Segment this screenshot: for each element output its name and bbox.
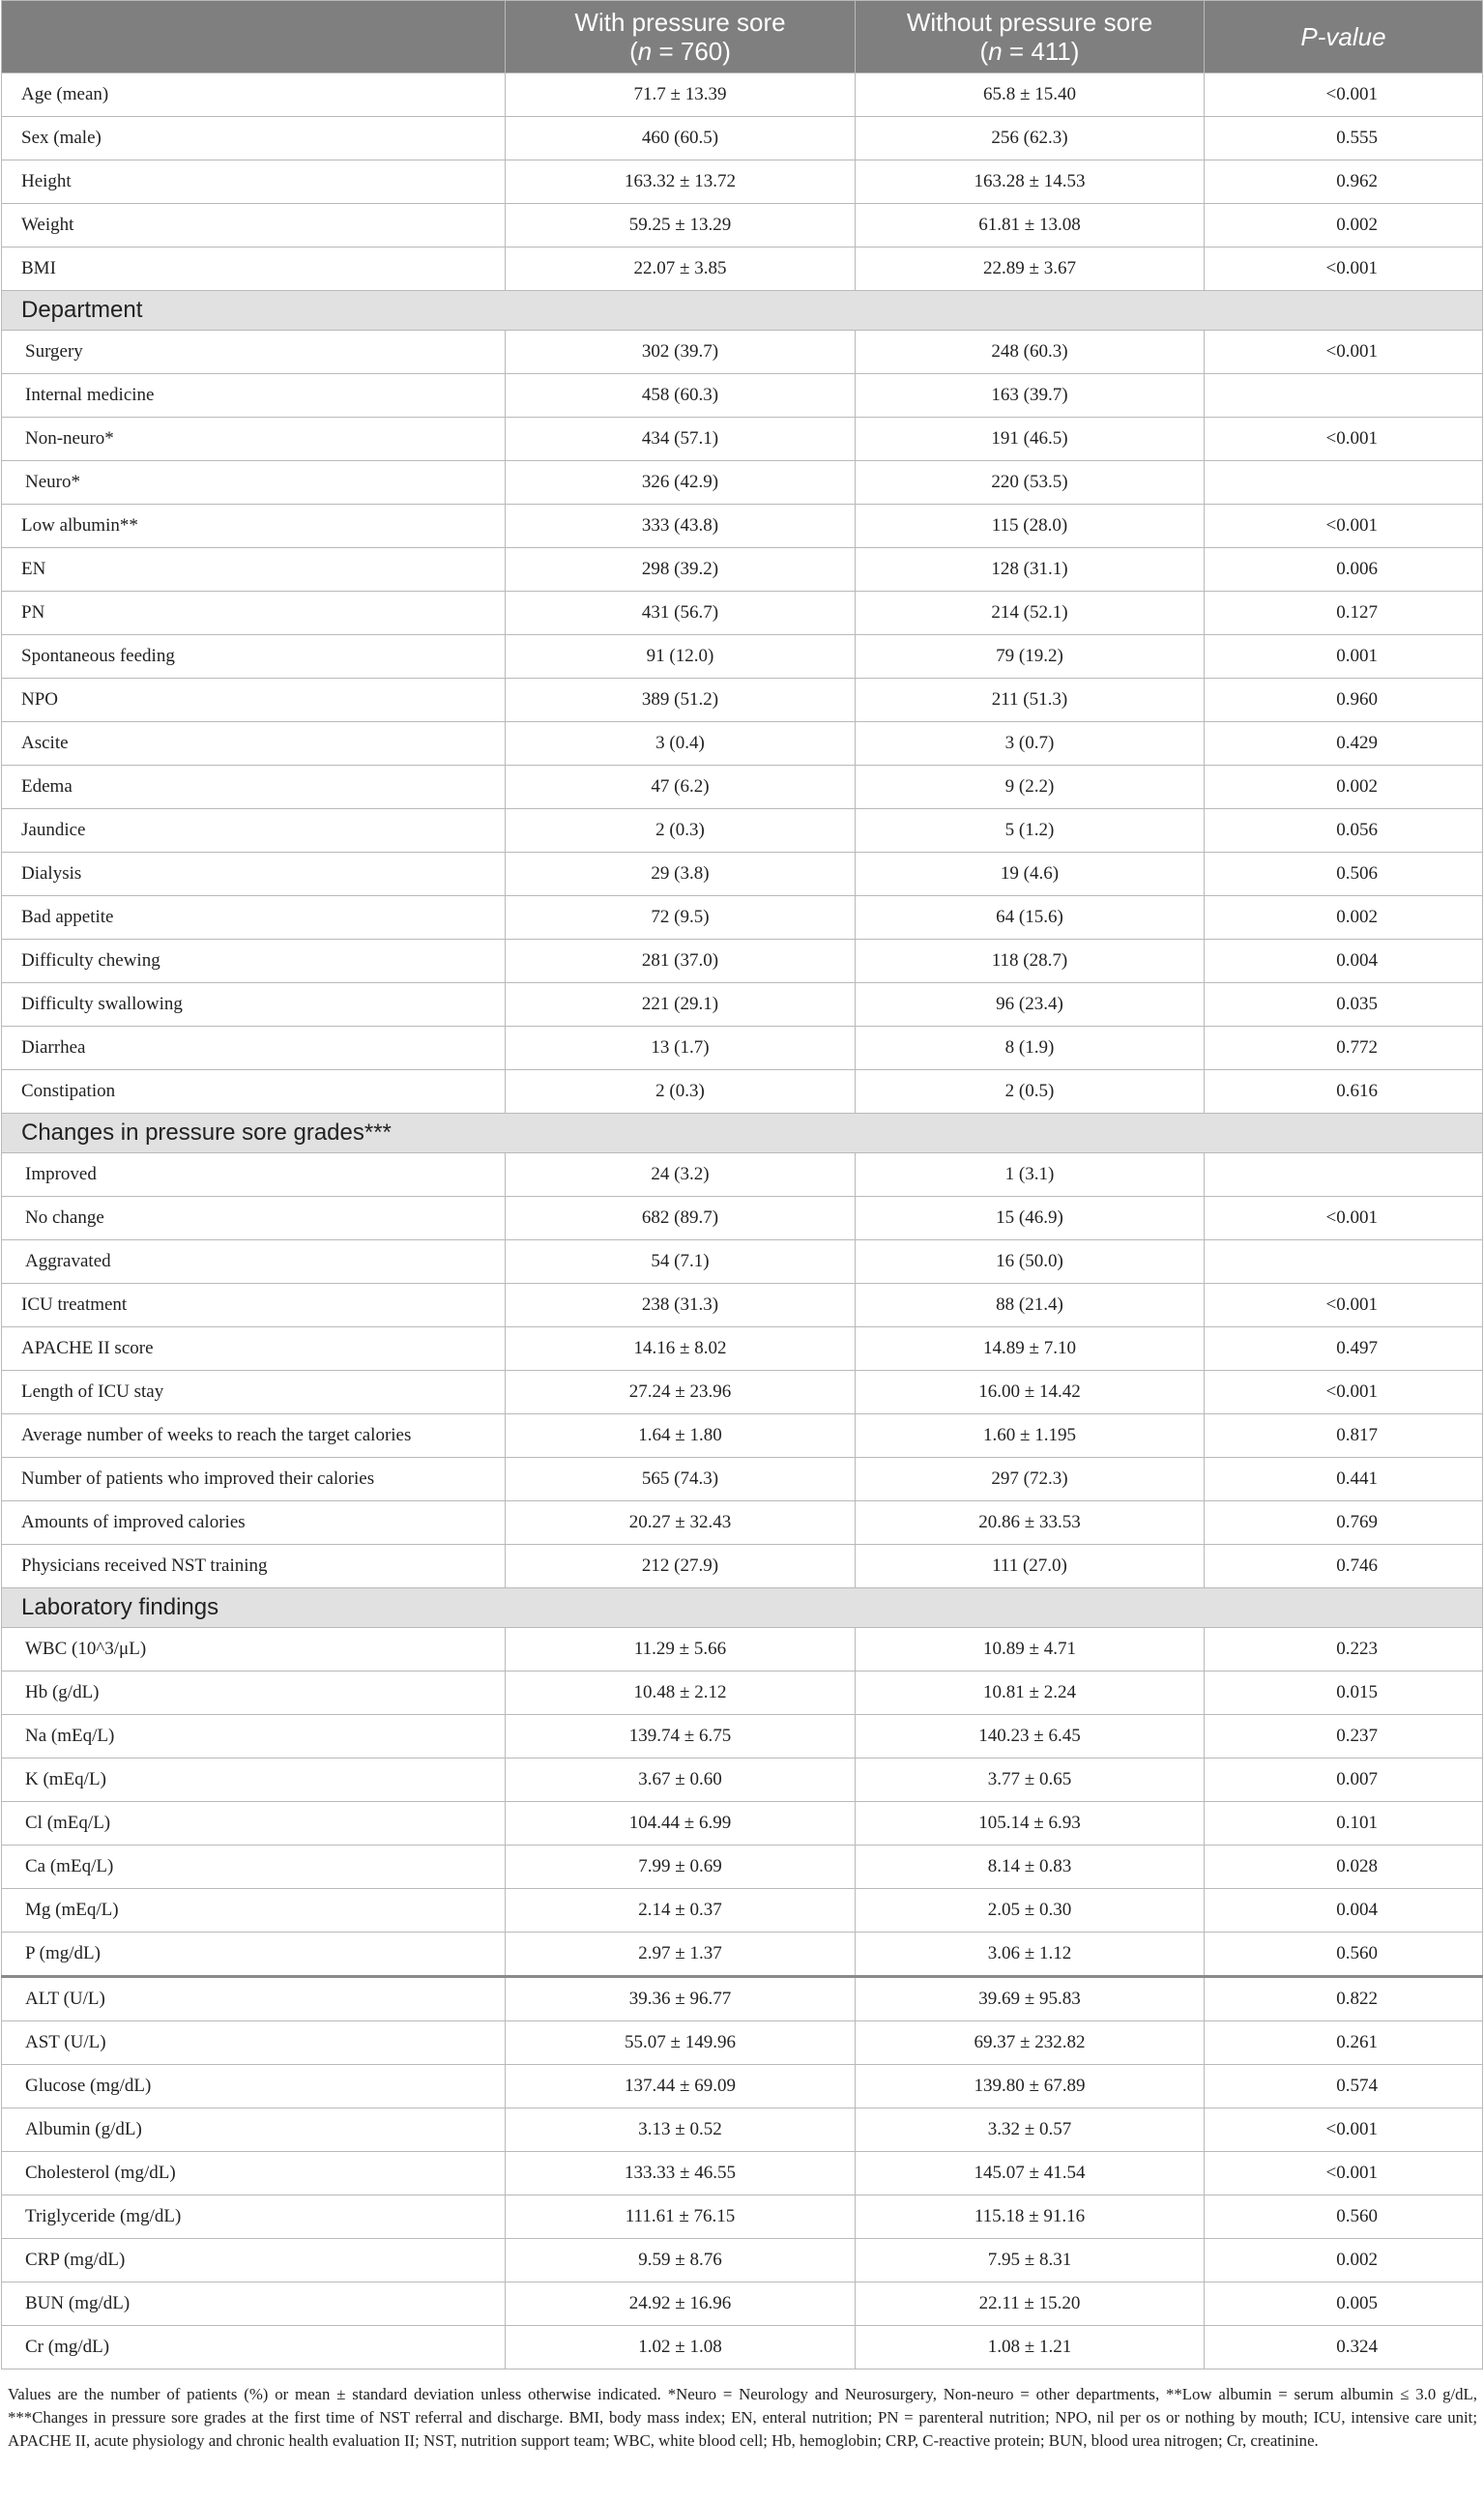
table-row bbox=[2, 2195, 1483, 2239]
value-without-pressure-sore: 191 (46.5) bbox=[856, 418, 1205, 461]
header-blank-cell bbox=[2, 1, 506, 73]
value-without-pressure-sore: 118 (28.7) bbox=[856, 940, 1205, 983]
table-row bbox=[2, 1545, 1483, 1588]
table-row bbox=[2, 2152, 1483, 2195]
header-p-value: P-value bbox=[1205, 1, 1483, 73]
value-without-pressure-sore: 1.08 ± 1.21 bbox=[856, 2326, 1205, 2369]
table-row bbox=[2, 1846, 1483, 1889]
table-row bbox=[2, 1889, 1483, 1933]
p-value bbox=[1205, 1153, 1483, 1197]
value-without-pressure-sore: 8 (1.9) bbox=[856, 1027, 1205, 1070]
value-with-pressure-sore: 27.24 ± 23.96 bbox=[506, 1371, 856, 1414]
table-row bbox=[2, 940, 1483, 983]
p-value: <0.001 bbox=[1205, 505, 1483, 548]
table-row bbox=[2, 853, 1483, 896]
value-without-pressure-sore: 105.14 ± 6.93 bbox=[856, 1802, 1205, 1846]
table-row bbox=[2, 1327, 1483, 1371]
value-with-pressure-sore: 111.61 ± 76.15 bbox=[506, 2195, 856, 2239]
row-label: Age (mean) bbox=[2, 73, 506, 117]
p-value: 0.004 bbox=[1205, 940, 1483, 983]
p-value: 0.429 bbox=[1205, 722, 1483, 766]
table-row bbox=[2, 2108, 1483, 2152]
table-row bbox=[2, 548, 1483, 592]
header-without-pressure-sore bbox=[856, 1, 1205, 73]
value-without-pressure-sore: 8.14 ± 0.83 bbox=[856, 1846, 1205, 1889]
table-row bbox=[2, 1153, 1483, 1197]
value-without-pressure-sore: 22.11 ± 15.20 bbox=[856, 2282, 1205, 2326]
table-row bbox=[2, 2326, 1483, 2369]
value-without-pressure-sore: 79 (19.2) bbox=[856, 635, 1205, 679]
p-value: 0.555 bbox=[1205, 117, 1483, 160]
row-label: Non-neuro* bbox=[2, 418, 506, 461]
value-with-pressure-sore: 13 (1.7) bbox=[506, 1027, 856, 1070]
value-without-pressure-sore: 256 (62.3) bbox=[856, 117, 1205, 160]
p-value: 0.560 bbox=[1205, 1933, 1483, 1977]
row-label: Difficulty swallowing bbox=[2, 983, 506, 1027]
table-row bbox=[2, 73, 1483, 117]
p-value: 0.002 bbox=[1205, 896, 1483, 940]
p-value: 0.506 bbox=[1205, 853, 1483, 896]
table-row bbox=[2, 1458, 1483, 1501]
row-label: Constipation bbox=[2, 1070, 506, 1114]
row-label: No change bbox=[2, 1197, 506, 1240]
row-label: Spontaneous feeding bbox=[2, 635, 506, 679]
section-header-row bbox=[2, 1114, 1483, 1153]
value-with-pressure-sore: 47 (6.2) bbox=[506, 766, 856, 809]
value-with-pressure-sore: 39.36 ± 96.77 bbox=[506, 1977, 856, 2021]
value-with-pressure-sore: 2.14 ± 0.37 bbox=[506, 1889, 856, 1933]
row-label: Ascite bbox=[2, 722, 506, 766]
row-label: Cr (mg/dL) bbox=[2, 2326, 506, 2369]
value-with-pressure-sore: 326 (42.9) bbox=[506, 461, 856, 505]
p-value: 0.574 bbox=[1205, 2065, 1483, 2108]
value-with-pressure-sore: 212 (27.9) bbox=[506, 1545, 856, 1588]
value-with-pressure-sore: 72 (9.5) bbox=[506, 896, 856, 940]
p-value: <0.001 bbox=[1205, 73, 1483, 117]
row-label: Improved bbox=[2, 1153, 506, 1197]
value-with-pressure-sore: 137.44 ± 69.09 bbox=[506, 2065, 856, 2108]
value-without-pressure-sore: 14.89 ± 7.10 bbox=[856, 1327, 1205, 1371]
row-label: Jaundice bbox=[2, 809, 506, 853]
value-with-pressure-sore: 1.64 ± 1.80 bbox=[506, 1414, 856, 1458]
value-with-pressure-sore: 22.07 ± 3.85 bbox=[506, 247, 856, 291]
value-with-pressure-sore: 238 (31.3) bbox=[506, 1284, 856, 1327]
p-value: <0.001 bbox=[1205, 418, 1483, 461]
table-row bbox=[2, 635, 1483, 679]
p-value: 0.324 bbox=[1205, 2326, 1483, 2369]
value-without-pressure-sore: 3 (0.7) bbox=[856, 722, 1205, 766]
p-value: 0.127 bbox=[1205, 592, 1483, 635]
row-label: Aggravated bbox=[2, 1240, 506, 1284]
value-with-pressure-sore: 59.25 ± 13.29 bbox=[506, 204, 856, 247]
table-row bbox=[2, 1933, 1483, 1977]
p-value: 0.960 bbox=[1205, 679, 1483, 722]
row-label: Triglyceride (mg/dL) bbox=[2, 2195, 506, 2239]
value-with-pressure-sore: 2 (0.3) bbox=[506, 809, 856, 853]
row-label: Hb (g/dL) bbox=[2, 1672, 506, 1715]
table-row bbox=[2, 117, 1483, 160]
row-label: ALT (U/L) bbox=[2, 1977, 506, 2021]
value-without-pressure-sore: 115.18 ± 91.16 bbox=[856, 2195, 1205, 2239]
table-row bbox=[2, 2239, 1483, 2282]
table-row bbox=[2, 1715, 1483, 1759]
row-label: WBC (10^3/μL) bbox=[2, 1628, 506, 1672]
value-with-pressure-sore: 14.16 ± 8.02 bbox=[506, 1327, 856, 1371]
table-row bbox=[2, 461, 1483, 505]
value-with-pressure-sore: 2 (0.3) bbox=[506, 1070, 856, 1114]
section-header-row bbox=[2, 1588, 1483, 1628]
value-with-pressure-sore: 139.74 ± 6.75 bbox=[506, 1715, 856, 1759]
row-label: BMI bbox=[2, 247, 506, 291]
value-without-pressure-sore: 111 (27.0) bbox=[856, 1545, 1205, 1588]
row-label: Low albumin** bbox=[2, 505, 506, 548]
row-label: Albumin (g/dL) bbox=[2, 2108, 506, 2152]
value-without-pressure-sore: 115 (28.0) bbox=[856, 505, 1205, 548]
value-with-pressure-sore: 434 (57.1) bbox=[506, 418, 856, 461]
row-label: Physicians received NST training bbox=[2, 1545, 506, 1588]
table-row bbox=[2, 766, 1483, 809]
value-without-pressure-sore: 3.06 ± 1.12 bbox=[856, 1933, 1205, 1977]
row-label: Bad appetite bbox=[2, 896, 506, 940]
p-value: 0.002 bbox=[1205, 2239, 1483, 2282]
row-label: EN bbox=[2, 548, 506, 592]
value-without-pressure-sore: 22.89 ± 3.67 bbox=[856, 247, 1205, 291]
p-value: <0.001 bbox=[1205, 1284, 1483, 1327]
p-value: 0.616 bbox=[1205, 1070, 1483, 1114]
value-without-pressure-sore: 139.80 ± 67.89 bbox=[856, 2065, 1205, 2108]
value-with-pressure-sore: 458 (60.3) bbox=[506, 374, 856, 418]
p-value bbox=[1205, 374, 1483, 418]
table-body bbox=[2, 73, 1483, 2369]
table-row bbox=[2, 1070, 1483, 1114]
row-label: Height bbox=[2, 160, 506, 204]
table-row bbox=[2, 247, 1483, 291]
value-with-pressure-sore: 11.29 ± 5.66 bbox=[506, 1628, 856, 1672]
data-table bbox=[1, 0, 1483, 2369]
row-label: Neuro* bbox=[2, 461, 506, 505]
p-value: 0.015 bbox=[1205, 1672, 1483, 1715]
table-row bbox=[2, 374, 1483, 418]
row-label: Difficulty chewing bbox=[2, 940, 506, 983]
table-header-row bbox=[2, 1, 1483, 73]
table-row bbox=[2, 1414, 1483, 1458]
row-label: ICU treatment bbox=[2, 1284, 506, 1327]
value-without-pressure-sore: 16.00 ± 14.42 bbox=[856, 1371, 1205, 1414]
value-without-pressure-sore: 140.23 ± 6.45 bbox=[856, 1715, 1205, 1759]
value-with-pressure-sore: 298 (39.2) bbox=[506, 548, 856, 592]
p-value: 0.817 bbox=[1205, 1414, 1483, 1458]
value-without-pressure-sore: 211 (51.3) bbox=[856, 679, 1205, 722]
row-label: Mg (mEq/L) bbox=[2, 1889, 506, 1933]
value-without-pressure-sore: 16 (50.0) bbox=[856, 1240, 1205, 1284]
value-without-pressure-sore: 248 (60.3) bbox=[856, 331, 1205, 374]
value-with-pressure-sore: 91 (12.0) bbox=[506, 635, 856, 679]
p-value: 0.769 bbox=[1205, 1501, 1483, 1545]
row-label: P (mg/dL) bbox=[2, 1933, 506, 1977]
row-label: Sex (male) bbox=[2, 117, 506, 160]
p-value: 0.005 bbox=[1205, 2282, 1483, 2326]
value-without-pressure-sore: 65.8 ± 15.40 bbox=[856, 73, 1205, 117]
row-label: Cholesterol (mg/dL) bbox=[2, 2152, 506, 2195]
value-with-pressure-sore: 20.27 ± 32.43 bbox=[506, 1501, 856, 1545]
table-row bbox=[2, 331, 1483, 374]
p-value: 0.223 bbox=[1205, 1628, 1483, 1672]
p-value: 0.962 bbox=[1205, 160, 1483, 204]
p-value: 0.007 bbox=[1205, 1759, 1483, 1802]
row-label: Cl (mEq/L) bbox=[2, 1802, 506, 1846]
value-with-pressure-sore: 281 (37.0) bbox=[506, 940, 856, 983]
value-without-pressure-sore: 15 (46.9) bbox=[856, 1197, 1205, 1240]
value-without-pressure-sore: 145.07 ± 41.54 bbox=[856, 2152, 1205, 2195]
value-without-pressure-sore: 9 (2.2) bbox=[856, 766, 1205, 809]
row-label: Surgery bbox=[2, 331, 506, 374]
table-row bbox=[2, 1628, 1483, 1672]
value-without-pressure-sore: 20.86 ± 33.53 bbox=[856, 1501, 1205, 1545]
row-label: APACHE II score bbox=[2, 1327, 506, 1371]
p-value: <0.001 bbox=[1205, 247, 1483, 291]
value-without-pressure-sore: 2.05 ± 0.30 bbox=[856, 1889, 1205, 1933]
row-label: Amounts of improved calories bbox=[2, 1501, 506, 1545]
p-value: 0.497 bbox=[1205, 1327, 1483, 1371]
value-without-pressure-sore: 3.77 ± 0.65 bbox=[856, 1759, 1205, 1802]
header-with-pressure-sore bbox=[506, 1, 856, 73]
table-row bbox=[2, 1977, 1483, 2021]
value-with-pressure-sore: 29 (3.8) bbox=[506, 853, 856, 896]
value-without-pressure-sore: 88 (21.4) bbox=[856, 1284, 1205, 1327]
table-row bbox=[2, 204, 1483, 247]
value-with-pressure-sore: 71.7 ± 13.39 bbox=[506, 73, 856, 117]
p-value bbox=[1205, 461, 1483, 505]
value-without-pressure-sore: 128 (31.1) bbox=[856, 548, 1205, 592]
value-without-pressure-sore: 19 (4.6) bbox=[856, 853, 1205, 896]
table-row bbox=[2, 722, 1483, 766]
value-with-pressure-sore: 333 (43.8) bbox=[506, 505, 856, 548]
p-value: 0.441 bbox=[1205, 1458, 1483, 1501]
table-row bbox=[2, 1197, 1483, 1240]
p-value: 0.004 bbox=[1205, 1889, 1483, 1933]
value-with-pressure-sore: 104.44 ± 6.99 bbox=[506, 1802, 856, 1846]
value-with-pressure-sore: 1.02 ± 1.08 bbox=[506, 2326, 856, 2369]
section-title: Department bbox=[2, 291, 1483, 331]
value-without-pressure-sore: 163.28 ± 14.53 bbox=[856, 160, 1205, 204]
table-row bbox=[2, 809, 1483, 853]
row-label: Weight bbox=[2, 204, 506, 247]
value-without-pressure-sore: 2 (0.5) bbox=[856, 1070, 1205, 1114]
table-row bbox=[2, 1284, 1483, 1327]
p-value: 0.772 bbox=[1205, 1027, 1483, 1070]
p-value: 0.822 bbox=[1205, 1977, 1483, 2021]
row-label: AST (U/L) bbox=[2, 2021, 506, 2065]
value-with-pressure-sore: 221 (29.1) bbox=[506, 983, 856, 1027]
value-with-pressure-sore: 54 (7.1) bbox=[506, 1240, 856, 1284]
table-row bbox=[2, 679, 1483, 722]
table-row bbox=[2, 2021, 1483, 2065]
table-row bbox=[2, 592, 1483, 635]
row-label: Dialysis bbox=[2, 853, 506, 896]
table-row bbox=[2, 1759, 1483, 1802]
table-row bbox=[2, 1672, 1483, 1715]
value-with-pressure-sore: 9.59 ± 8.76 bbox=[506, 2239, 856, 2282]
header-without-count: (n = 411) bbox=[979, 37, 1080, 66]
row-label: Na (mEq/L) bbox=[2, 1715, 506, 1759]
table-footnote: Values are the number of patients (%) or mean ± standard deviation unless otherwise indicated. *Neuro = Neurology and Neurosurgery, Non-neuro = other departments, **Low albumin = serum albumin ≤ 3.0 g/dL, ***Changes in pressure sore grades at the first time of NST referral and discharge. BMI, body mass index; EN, enteral nutrition; PN = parenteral nutrition; NPO, nil per os or nothing by mouth; ICU, intensive care unit; APACHE II, acute physiology and chronic health evaluation II; NST, nutrition support team; WBC, white blood cell; Hb, hemoglobin; CRP, C-reactive protein; BUN, blood urea nitrogen; Cr, creatinine. bbox=[8, 2385, 1477, 2450]
value-without-pressure-sore: 69.37 ± 232.82 bbox=[856, 2021, 1205, 2065]
table-row bbox=[2, 1802, 1483, 1846]
table-row bbox=[2, 2282, 1483, 2326]
value-with-pressure-sore: 682 (89.7) bbox=[506, 1197, 856, 1240]
table-row bbox=[2, 418, 1483, 461]
p-value: 0.001 bbox=[1205, 635, 1483, 679]
row-label: CRP (mg/dL) bbox=[2, 2239, 506, 2282]
value-without-pressure-sore: 163 (39.7) bbox=[856, 374, 1205, 418]
p-value: 0.746 bbox=[1205, 1545, 1483, 1588]
p-value: 0.002 bbox=[1205, 766, 1483, 809]
p-value bbox=[1205, 1240, 1483, 1284]
table-row bbox=[2, 1501, 1483, 1545]
table-row bbox=[2, 983, 1483, 1027]
value-without-pressure-sore: 5 (1.2) bbox=[856, 809, 1205, 853]
p-value: 0.006 bbox=[1205, 548, 1483, 592]
row-label: Length of ICU stay bbox=[2, 1371, 506, 1414]
table-row bbox=[2, 160, 1483, 204]
p-value: 0.002 bbox=[1205, 204, 1483, 247]
value-with-pressure-sore: 460 (60.5) bbox=[506, 117, 856, 160]
p-value: 0.261 bbox=[1205, 2021, 1483, 2065]
value-without-pressure-sore: 297 (72.3) bbox=[856, 1458, 1205, 1501]
p-value: 0.035 bbox=[1205, 983, 1483, 1027]
table-row bbox=[2, 896, 1483, 940]
p-value: <0.001 bbox=[1205, 2108, 1483, 2152]
row-label: Average number of weeks to reach the target calories bbox=[2, 1414, 506, 1458]
value-with-pressure-sore: 3 (0.4) bbox=[506, 722, 856, 766]
table-row bbox=[2, 2065, 1483, 2108]
row-label: Internal medicine bbox=[2, 374, 506, 418]
row-label: NPO bbox=[2, 679, 506, 722]
row-label: BUN (mg/dL) bbox=[2, 2282, 506, 2326]
value-with-pressure-sore: 3.13 ± 0.52 bbox=[506, 2108, 856, 2152]
p-value: <0.001 bbox=[1205, 1197, 1483, 1240]
value-with-pressure-sore: 133.33 ± 46.55 bbox=[506, 2152, 856, 2195]
value-without-pressure-sore: 61.81 ± 13.08 bbox=[856, 204, 1205, 247]
value-without-pressure-sore: 1 (3.1) bbox=[856, 1153, 1205, 1197]
header-with-count: (n = 760) bbox=[629, 37, 731, 66]
value-with-pressure-sore: 55.07 ± 149.96 bbox=[506, 2021, 856, 2065]
table-row bbox=[2, 1027, 1483, 1070]
value-without-pressure-sore: 39.69 ± 95.83 bbox=[856, 1977, 1205, 2021]
value-with-pressure-sore: 10.48 ± 2.12 bbox=[506, 1672, 856, 1715]
value-without-pressure-sore: 10.89 ± 4.71 bbox=[856, 1628, 1205, 1672]
value-without-pressure-sore: 220 (53.5) bbox=[856, 461, 1205, 505]
header-without-title: Without pressure sore bbox=[906, 8, 1153, 37]
p-value: 0.056 bbox=[1205, 809, 1483, 853]
value-with-pressure-sore: 389 (51.2) bbox=[506, 679, 856, 722]
row-label: PN bbox=[2, 592, 506, 635]
value-without-pressure-sore: 214 (52.1) bbox=[856, 592, 1205, 635]
p-value: 0.101 bbox=[1205, 1802, 1483, 1846]
value-with-pressure-sore: 565 (74.3) bbox=[506, 1458, 856, 1501]
section-title: Laboratory findings bbox=[2, 1588, 1483, 1628]
p-value: 0.237 bbox=[1205, 1715, 1483, 1759]
row-label: K (mEq/L) bbox=[2, 1759, 506, 1802]
value-with-pressure-sore: 24 (3.2) bbox=[506, 1153, 856, 1197]
value-without-pressure-sore: 96 (23.4) bbox=[856, 983, 1205, 1027]
row-label: Glucose (mg/dL) bbox=[2, 2065, 506, 2108]
value-with-pressure-sore: 431 (56.7) bbox=[506, 592, 856, 635]
value-without-pressure-sore: 7.95 ± 8.31 bbox=[856, 2239, 1205, 2282]
section-title: Changes in pressure sore grades*** bbox=[2, 1114, 1483, 1153]
p-value: <0.001 bbox=[1205, 2152, 1483, 2195]
value-with-pressure-sore: 24.92 ± 16.96 bbox=[506, 2282, 856, 2326]
value-with-pressure-sore: 3.67 ± 0.60 bbox=[506, 1759, 856, 1802]
value-without-pressure-sore: 3.32 ± 0.57 bbox=[856, 2108, 1205, 2152]
value-without-pressure-sore: 10.81 ± 2.24 bbox=[856, 1672, 1205, 1715]
row-label: Ca (mEq/L) bbox=[2, 1846, 506, 1889]
value-with-pressure-sore: 2.97 ± 1.37 bbox=[506, 1933, 856, 1977]
p-value: <0.001 bbox=[1205, 331, 1483, 374]
table-row bbox=[2, 505, 1483, 548]
row-label: Number of patients who improved their calories bbox=[2, 1458, 506, 1501]
value-with-pressure-sore: 163.32 ± 13.72 bbox=[506, 160, 856, 204]
table-row bbox=[2, 1240, 1483, 1284]
header-with-title: With pressure sore bbox=[574, 8, 786, 37]
value-without-pressure-sore: 64 (15.6) bbox=[856, 896, 1205, 940]
table-row bbox=[2, 1371, 1483, 1414]
value-without-pressure-sore: 1.60 ± 1.195 bbox=[856, 1414, 1205, 1458]
row-label: Diarrhea bbox=[2, 1027, 506, 1070]
row-label: Edema bbox=[2, 766, 506, 809]
value-with-pressure-sore: 7.99 ± 0.69 bbox=[506, 1846, 856, 1889]
p-value: <0.001 bbox=[1205, 1371, 1483, 1414]
value-with-pressure-sore: 302 (39.7) bbox=[506, 331, 856, 374]
p-value: 0.028 bbox=[1205, 1846, 1483, 1889]
section-header-row bbox=[2, 291, 1483, 331]
p-value: 0.560 bbox=[1205, 2195, 1483, 2239]
